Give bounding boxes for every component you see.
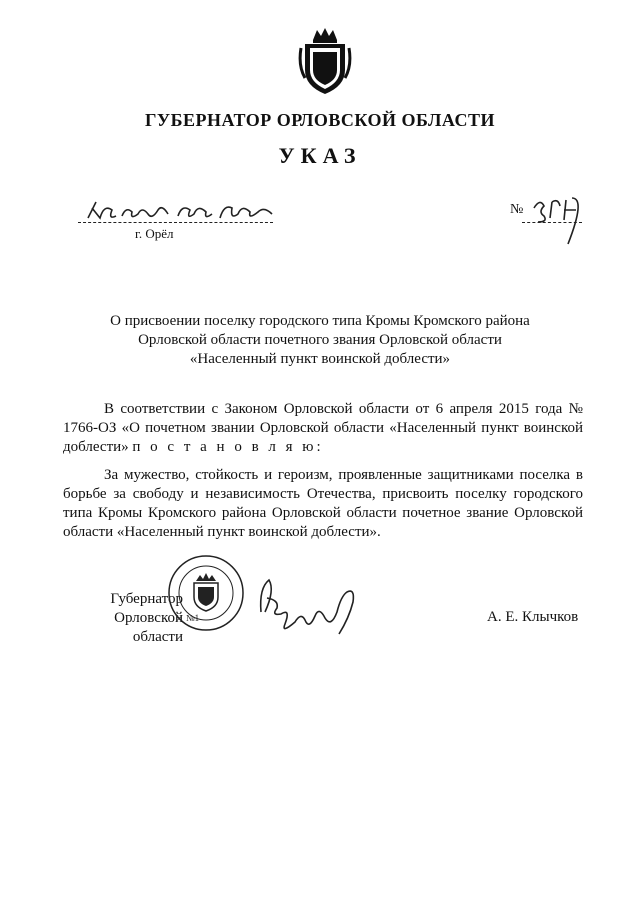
legal-basis-text: В соответствии с Законом Орловской области от 6 апреля 2015 года № 1766-ОЗ «О почетном звании Орловской области «Населенный пункт воинской доблести» — [63, 401, 583, 455]
resolve-word: п о с т а н о в л я ю: — [132, 439, 324, 455]
city-label: г. Орёл — [135, 226, 174, 241]
decree-title: УКАЗ — [278, 143, 362, 168]
legal-basis-paragraph — [63, 400, 583, 457]
coat-of-arms-icon — [297, 26, 353, 96]
decree-subject — [60, 312, 580, 369]
number-underline — [522, 222, 582, 223]
seal-number: №1 — [186, 613, 200, 623]
subject-line: О присвоении поселку городского типа Кромы Кромского района — [110, 313, 530, 329]
handwritten-number — [528, 194, 588, 246]
subject-line: «Населенный пункт воинской доблести» — [189, 351, 451, 367]
number-sign: № — [510, 202, 524, 217]
official-seal-icon — [166, 553, 246, 633]
governor-title: ГУБЕРНАТОР ОРЛОВСКОЙ ОБЛАСТИ — [144, 110, 496, 130]
signer-position-line: Орловской области — [114, 610, 183, 645]
signer-name: А. Е. Клычков — [487, 609, 579, 625]
decision-paragraph: За мужество, стойкость и героизм, проявленные защитниками поселка в борьбе за свободу и независимость Отечества, присвоить поселку городского типа Кромы Кромского района Орловской области почетное звание Орловской области «Населенный пункт воинской доблести». — [63, 467, 583, 540]
signer-position-line: Губернатор — [110, 591, 183, 607]
date-underline — [78, 222, 273, 223]
subject-line: Орловской области почетного звания Орловской области — [138, 332, 502, 348]
handwritten-signature — [255, 572, 365, 642]
